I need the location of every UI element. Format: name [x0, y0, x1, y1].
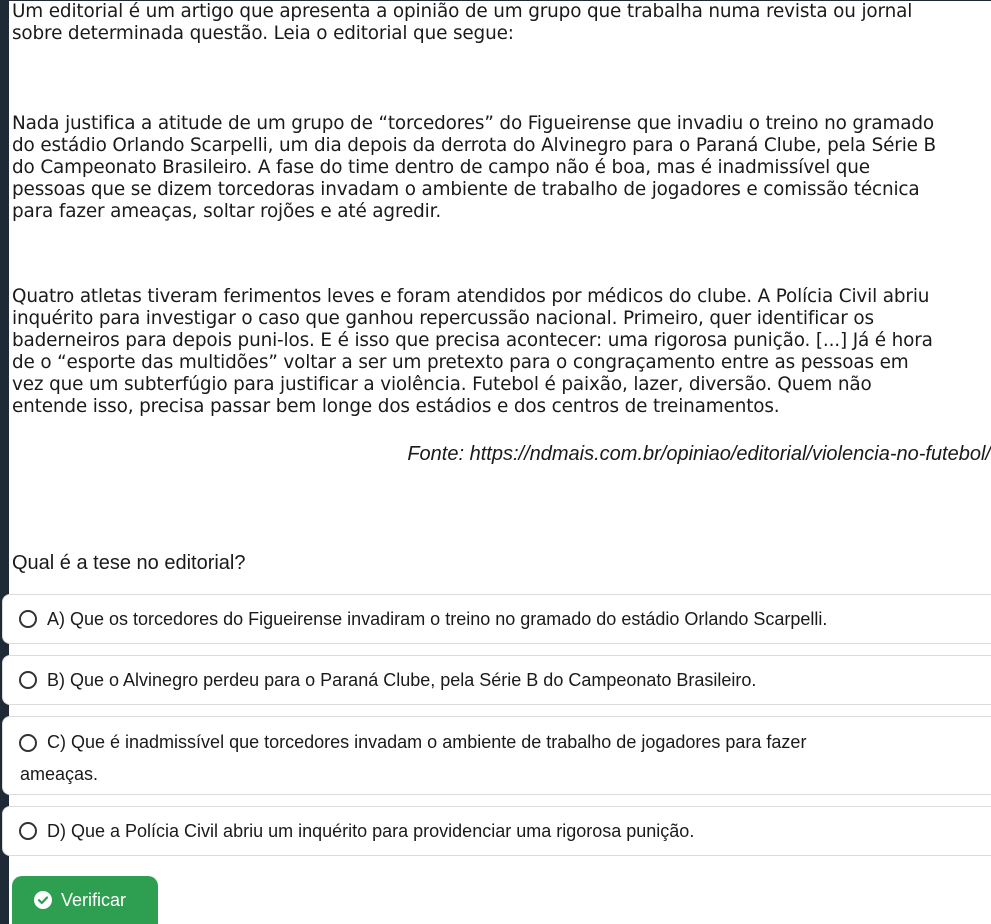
paragraph-line: vez que um subterfúgio para justificar a violência. Futebol é paixão, lazer, diversão. Quem não: [12, 374, 872, 395]
answer-option-a[interactable]: [2, 594, 991, 644]
intro-text: [12, 1, 991, 45]
radio-button-a[interactable]: [19, 610, 37, 628]
radio-button-c[interactable]: [19, 734, 37, 752]
paragraph-line: pessoas que se dizem torcedoras invadam o ambiente de trabalho de jogadores e comissão técnica: [12, 179, 920, 200]
paragraph-line: inquérito para investigar o caso que ganhou repercussão nacional. Primeiro, quer identificar os: [12, 308, 874, 329]
paragraph-line: baderneiros para depois puni-los. E é isso que precisa acontecer: uma rigorosa punição. [...] Já é hora: [12, 330, 933, 351]
answer-option-d[interactable]: [2, 806, 991, 856]
intro-line: Um editorial é um artigo que apresenta a opinião de um grupo que trabalha numa revista ou jornal: [12, 1, 913, 22]
paragraph-line: entende isso, precisa passar bem longe dos estádios e dos centros de treinamentos.: [12, 396, 780, 417]
paragraph-line: Nada justifica a atitude de um grupo de “torcedores” do Figueirense que invadiu o treino no gramado: [12, 113, 934, 134]
option-label-c-line-2: ameaças.: [20, 764, 99, 784]
question-text: Qual é a tese no editorial?: [12, 552, 246, 574]
answer-option-b[interactable]: [2, 655, 991, 705]
paragraph-line: de o “esporte das multidões” voltar a ser um pretexto para o congraçamento entre as pessoas em: [12, 352, 909, 373]
verify-button-label: Verificar: [61, 890, 127, 910]
radio-button-d[interactable]: [19, 822, 37, 840]
answer-option-c[interactable]: [2, 716, 991, 795]
source-citation: Fonte: https://ndmais.com.br/opiniao/editorial/violencia-no-futebol/: [407, 443, 991, 465]
paragraph-line: para fazer ameaças, soltar rojões e até agredir.: [12, 201, 442, 222]
editorial-paragraph-2: [12, 286, 991, 418]
intro-line: sobre determinada questão. Leia o editorial que segue:: [12, 23, 514, 44]
paragraph-line: do estádio Orlando Scarpelli, um dia depois da derrota do Alvinegro para o Paraná Clube, pela Série B: [12, 135, 937, 156]
radio-button-b[interactable]: [19, 671, 37, 689]
verify-button[interactable]: [12, 876, 158, 924]
option-label-c-line-1: C) Que é inadmissível que torcedores invadam o ambiente de trabalho de jogadores para fazer: [47, 732, 807, 752]
editorial-paragraph-1: [12, 113, 991, 223]
option-label-a: A) Que os torcedores do Figueirense invadiram o treino no gramado do estádio Orlando Scarpelli.: [47, 609, 828, 629]
check-circle-icon: [34, 891, 52, 909]
option-label-b: B) Que o Alvinegro perdeu para o Paraná Clube, pela Série B do Campeonato Brasileiro.: [47, 670, 757, 690]
option-label-c: [20, 726, 807, 790]
option-label-d: D) Que a Polícia Civil abriu um inquérito para providenciar uma rigorosa punição.: [47, 821, 695, 841]
paragraph-line: do Campeonato Brasileiro. A fase do time dentro de campo não é boa, mas é inadmissível que: [12, 157, 870, 178]
paragraph-line: Quatro atletas tiveram ferimentos leves e foram atendidos por médicos do clube. A Polícia Civil abriu: [12, 286, 930, 307]
